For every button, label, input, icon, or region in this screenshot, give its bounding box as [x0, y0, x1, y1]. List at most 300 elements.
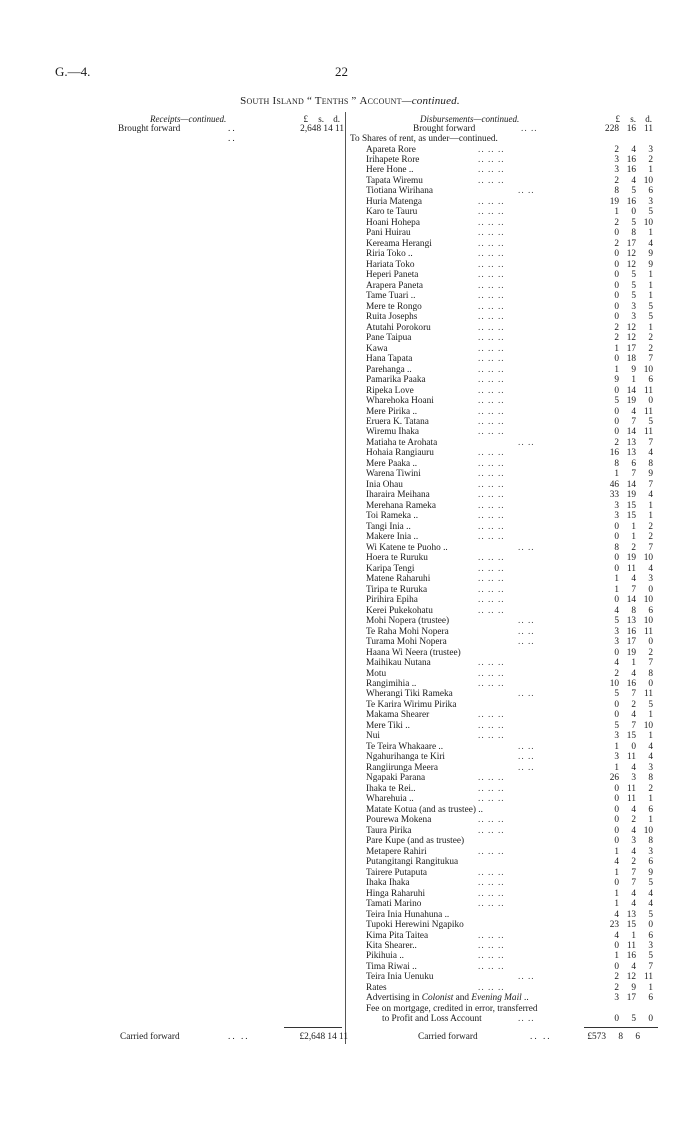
share-row — [366, 805, 666, 816]
payee-name: Wiremu Ihaka — [366, 427, 420, 438]
title-main: South Island “ Tenths ” — [240, 95, 357, 107]
receipts-brought-forward — [118, 124, 237, 144]
share-amount: 1 4 3 — [614, 762, 653, 773]
share-row — [366, 501, 666, 512]
leader-dots: .. .. .. — [478, 154, 505, 165]
share-amount: 2 4 10 — [614, 175, 653, 186]
share-row — [366, 543, 666, 554]
share-row — [366, 312, 666, 323]
share-row — [366, 941, 666, 952]
share-amount: 0 7 5 — [614, 878, 653, 889]
share-amount: 8 5 6 — [614, 186, 653, 197]
share-amount: 0 19 10 — [614, 553, 653, 564]
leader-dots: .. .. .. — [478, 553, 505, 564]
share-amount: 0 1 2 — [614, 532, 653, 543]
share-row — [366, 165, 666, 176]
share-row — [366, 365, 666, 376]
share-row — [366, 910, 666, 921]
disb-cf-dots: .. .. — [530, 1032, 552, 1042]
share-row — [366, 469, 666, 480]
leader-dots: .. .. .. — [478, 961, 505, 972]
share-row — [366, 522, 666, 533]
shares-subheader: To Shares of rent, as under—continued. — [350, 134, 498, 144]
share-row — [366, 962, 666, 973]
leader-dots: .. .. .. — [478, 867, 505, 878]
leader-dots: .. .. .. — [478, 249, 505, 260]
share-row — [366, 438, 666, 449]
share-row — [366, 427, 666, 438]
payee-name: Here Hone .. — [366, 165, 414, 176]
share-row — [366, 480, 666, 491]
fee-amount: 0 5 0 — [614, 1014, 653, 1025]
leader-dots: .. .. .. — [478, 406, 505, 417]
share-row — [366, 742, 666, 753]
share-amount: 3 15 1 — [614, 731, 653, 742]
share-row — [366, 228, 666, 239]
disb-bf-dots: .. .. — [521, 124, 538, 134]
payee-name: Kereama Herangi — [366, 238, 432, 249]
payee-name: Arapera Paneta — [366, 280, 424, 291]
payee-name: Tiripa te Ruruka — [366, 584, 428, 595]
share-row — [366, 585, 666, 596]
share-row — [366, 920, 666, 931]
payee-name: Pamarika Paaka — [366, 375, 426, 386]
share-amount: 26 3 8 — [609, 773, 653, 784]
payee-name: Tangi Inia .. — [366, 521, 411, 532]
leader-dots: .. .. .. — [478, 731, 505, 742]
payee-name: Matate Kotua (and as trustee) .. — [366, 804, 483, 815]
leader-dots: .. .. .. — [478, 574, 505, 585]
share-amount: 4 1 7 — [614, 658, 653, 669]
leader-dots: .. .. .. — [478, 427, 505, 438]
share-row — [366, 721, 666, 732]
disb-bf-amount: 228 16 11 — [605, 124, 653, 134]
share-row — [366, 658, 666, 669]
share-amount: 0 5 1 — [614, 280, 653, 291]
payee-name: Mere Tiki .. — [366, 720, 410, 731]
share-row — [366, 323, 666, 334]
share-row — [366, 239, 666, 250]
payee-name: Kerei Pukekohatu — [366, 605, 433, 616]
column-divider — [345, 112, 346, 1044]
share-row — [366, 155, 666, 166]
receipts-bf-label: Brought forward — [118, 124, 181, 134]
payee-name: Taura Pirika — [366, 825, 412, 836]
payee-name: Metapere Rahiri — [366, 846, 427, 857]
payee-name: Atutahi Porokoru — [366, 322, 431, 333]
leader-dots: .. .. .. — [478, 301, 505, 312]
share-row — [366, 773, 666, 784]
share-amount: 3 16 11 — [614, 626, 653, 637]
share-amount: 1 4 3 — [614, 846, 653, 857]
leader-dots: .. .. .. — [478, 217, 505, 228]
share-amount: 1 0 4 — [614, 741, 653, 752]
share-row — [366, 637, 666, 648]
share-amount: 4 13 5 — [614, 909, 653, 920]
disbursements-header: Disbursements—continued. — [420, 114, 520, 124]
payee-name: Riria Toko .. — [366, 249, 413, 260]
rates-amount: 2 9 1 — [614, 982, 653, 993]
payee-name: Mere Paaka .. — [366, 458, 418, 469]
payee-name: Hohaia Rangiauru — [366, 448, 434, 459]
payee-name: Hoani Hohepa — [366, 217, 420, 228]
payee-name: Haana Wi Neera (trustee) — [366, 647, 461, 658]
payee-name: Hinga Raharuhi — [366, 888, 426, 899]
payee-name: Parehanga .. — [366, 364, 412, 375]
share-amount: 2 12 11 — [614, 972, 653, 983]
payee-name: Nui — [366, 731, 380, 742]
leader-dots: .. .. .. — [478, 794, 505, 805]
share-row — [366, 270, 666, 281]
share-row — [366, 616, 666, 627]
payee-name: Tamati Marino — [366, 899, 422, 910]
rates-label: Rates — [366, 982, 387, 993]
share-row — [366, 511, 666, 522]
leader-dots: .. .. .. — [478, 416, 505, 427]
leader-dots: .. .. .. — [478, 930, 505, 941]
leader-dots: .. .. — [518, 186, 535, 197]
leader-dots: .. .. .. — [478, 375, 505, 386]
share-amount: 0 5 1 — [614, 270, 653, 281]
share-amount: 5 19 0 — [614, 396, 653, 407]
leader-dots: .. .. — [518, 752, 535, 763]
share-amount: 1 0 5 — [614, 207, 653, 218]
share-row — [366, 815, 666, 826]
share-amount: 0 4 11 — [614, 406, 653, 417]
receipts-cf-amount: £2,648 14 11 — [299, 1032, 348, 1042]
receipts-currency-header — [276, 114, 344, 124]
disb-cf-label: Carried forward — [418, 1032, 478, 1042]
share-amount: 8 2 7 — [614, 542, 653, 553]
leader-dots: .. .. .. — [478, 605, 505, 616]
leader-dots: .. .. .. — [478, 364, 505, 375]
share-row — [366, 459, 666, 470]
payee-name: Matene Raharuhi — [366, 574, 431, 585]
leader-dots: .. .. .. — [478, 238, 505, 249]
leader-dots: .. .. .. — [478, 385, 505, 396]
leader-dots: .. .. .. — [478, 532, 505, 543]
leader-dots: .. .. .. — [478, 521, 505, 532]
share-row — [366, 564, 666, 575]
payee-name: Huria Matenga — [366, 196, 423, 207]
share-row — [366, 648, 666, 659]
leader-dots: .. .. .. — [478, 825, 505, 836]
share-amount: 0 4 7 — [614, 961, 653, 972]
share-row — [366, 375, 666, 386]
share-row — [366, 700, 666, 711]
payee-name: Ripeka Love — [366, 385, 414, 396]
payee-name: Te Karira Wirimu Pirika — [366, 699, 457, 710]
payee-name: Ruita Josephs — [366, 312, 418, 323]
share-row — [366, 490, 666, 501]
share-amount: 0 7 5 — [614, 416, 653, 427]
share-amount: 5 7 10 — [614, 720, 653, 731]
receipts-cf-label: Carried forward — [120, 1032, 180, 1042]
share-amount: 4 2 6 — [614, 857, 653, 868]
share-amount: 2 4 3 — [614, 144, 653, 155]
leader-dots: .. .. .. — [478, 175, 505, 186]
leader-dots: .. .. .. — [478, 312, 505, 323]
payee-name: Te Raha Mohi Nopera — [366, 626, 449, 637]
pence-header: d. — [645, 114, 652, 124]
payee-name: Heperi Paneta — [366, 270, 419, 281]
payee-name: Te Teira Whakaare .. — [366, 741, 444, 752]
share-amount: 23 15 0 — [609, 920, 653, 931]
leader-dots: .. .. .. — [478, 354, 505, 365]
share-row — [366, 281, 666, 292]
share-row — [366, 344, 666, 355]
leader-dots: .. .. .. — [478, 773, 505, 784]
share-row — [366, 731, 666, 742]
leader-dots: .. .. — [518, 437, 535, 448]
share-amount: 0 4 1 — [614, 710, 653, 721]
title-account: Account — [359, 95, 402, 107]
payee-name: Ihaka Ihaka — [366, 878, 410, 889]
share-row — [366, 689, 666, 700]
share-amount: 0 3 5 — [614, 301, 653, 312]
leader-dots: .. .. .. — [478, 144, 505, 155]
leader-dots: .. .. — [518, 616, 535, 627]
payee-name: Pourewa Mokena — [366, 815, 432, 826]
share-row — [366, 627, 666, 638]
fee-dots: .. .. — [518, 1014, 535, 1025]
payee-name: Wi Katene te Puoho .. — [366, 542, 448, 553]
share-row — [366, 710, 666, 721]
share-amount: 46 14 7 — [609, 479, 653, 490]
share-amount: 5 7 11 — [614, 689, 653, 700]
payee-name: Motu — [366, 668, 387, 679]
leader-dots: .. .. .. — [478, 878, 505, 889]
leader-dots: .. .. .. — [478, 658, 505, 669]
leader-dots: .. .. .. — [478, 563, 505, 574]
share-amount: 4 8 6 — [614, 605, 653, 616]
leader-dots: .. .. .. — [478, 710, 505, 721]
leader-dots: .. .. — [518, 762, 535, 773]
rates-row — [366, 983, 666, 994]
leader-dots: .. .. .. — [478, 469, 505, 480]
payee-name: Pani Huirau — [366, 228, 411, 239]
leader-dots: .. .. .. — [478, 940, 505, 951]
payee-name: Wharehuia .. — [366, 794, 414, 805]
share-amount: 0 18 7 — [614, 354, 653, 365]
share-amount: 3 17 0 — [614, 637, 653, 648]
receipts-bf-amount: 2,648 14 11 — [300, 124, 344, 134]
pence-header: d. — [333, 114, 340, 124]
share-row — [366, 417, 666, 428]
payee-name: Eruera K. Tatana — [366, 416, 429, 427]
fee-row-line1: Fee on mortgage, credited in error, transferred — [366, 1003, 538, 1014]
share-amount: 0 11 3 — [614, 940, 653, 951]
share-row — [366, 186, 666, 197]
leader-dots: .. .. — [518, 637, 535, 648]
receipts-bf-dots: .. .. — [228, 124, 237, 144]
payee-name: Tame Tuari .. — [366, 291, 416, 302]
share-amount: 1 7 9 — [614, 867, 653, 878]
leader-dots: .. .. — [518, 626, 535, 637]
payee-name: Merehana Rameka — [366, 500, 436, 511]
share-row — [366, 197, 666, 208]
share-row — [366, 218, 666, 229]
shilling-header: s. — [318, 114, 324, 124]
share-amount: 0 2 5 — [614, 699, 653, 710]
share-amount: 3 15 1 — [614, 511, 653, 522]
payee-name: Rangiirunga Meera — [366, 762, 439, 773]
leader-dots: .. .. .. — [478, 396, 505, 407]
leader-dots: .. .. .. — [478, 783, 505, 794]
payee-name: Irihapete Rore — [366, 154, 420, 165]
share-row — [366, 249, 666, 260]
share-amount: 5 13 10 — [614, 616, 653, 627]
leader-dots: .. .. .. — [478, 899, 505, 910]
leader-dots: .. .. .. — [478, 479, 505, 490]
share-amount: 2 12 1 — [614, 322, 653, 333]
share-amount: 0 11 4 — [614, 563, 653, 574]
share-amount: 0 2 1 — [614, 815, 653, 826]
share-amount: 3 16 2 — [614, 154, 653, 165]
share-row — [366, 669, 666, 680]
leader-dots: .. .. .. — [478, 165, 505, 176]
leader-dots: .. .. .. — [478, 511, 505, 522]
page-number: 22 — [335, 64, 348, 79]
leader-dots: .. .. .. — [478, 951, 505, 962]
share-amount: 0 1 2 — [614, 521, 653, 532]
payee-name: Karo te Tauru — [366, 207, 418, 218]
share-amount: 1 4 4 — [614, 888, 653, 899]
share-amount: 1 16 5 — [614, 951, 653, 962]
leader-dots: .. .. .. — [478, 458, 505, 469]
share-row — [366, 857, 666, 868]
payee-name: Tairere Putaputa — [366, 867, 428, 878]
payee-name: Karipa Tengi — [366, 563, 415, 574]
leader-dots: .. .. — [518, 741, 535, 752]
payee-name: Teira Inia Hunahuna .. — [366, 909, 450, 920]
payee-name: Mere Pirika .. — [366, 406, 418, 417]
payee-name: Hoera te Ruruku — [366, 553, 428, 564]
share-row — [366, 354, 666, 365]
disbursements-total-rule — [584, 1027, 658, 1028]
disbursements-carried-forward — [418, 1032, 552, 1042]
share-amount: 0 3 5 — [614, 312, 653, 323]
payee-name: Mere te Rongo — [366, 301, 422, 312]
leader-dots: .. .. .. — [478, 291, 505, 302]
share-row — [366, 878, 666, 889]
pound-header: £ — [615, 114, 620, 124]
payee-name: Makama Shearer — [366, 710, 430, 721]
share-amount: 0 12 9 — [614, 259, 653, 270]
share-amount: 0 19 2 — [614, 647, 653, 658]
share-row — [366, 679, 666, 690]
leader-dots: .. .. .. — [478, 280, 505, 291]
payee-name: Toi Rameka .. — [366, 511, 419, 522]
payee-name: Matiaha te Arohata — [366, 437, 438, 448]
share-amount: 1 4 3 — [614, 574, 653, 585]
payee-name: Maihikau Nutana — [366, 658, 431, 669]
payee-name: Mohi Nopera (trustee) — [366, 616, 450, 627]
share-amount: 1 17 2 — [614, 343, 653, 354]
share-row — [366, 260, 666, 271]
share-row — [366, 826, 666, 837]
share-row — [366, 176, 666, 187]
advertising-label: Advertising in Colonist and Evening Mail .. — [366, 993, 529, 1004]
payee-name: Teira Inia Uenuku — [366, 972, 434, 983]
leader-dots: .. .. .. — [478, 322, 505, 333]
leader-dots: .. .. .. — [478, 678, 505, 689]
share-amount: 8 6 8 — [614, 458, 653, 469]
share-amount: 0 11 2 — [614, 783, 653, 794]
payee-name: Tapata Wiremu — [366, 175, 423, 186]
share-amount: 3 16 1 — [614, 165, 653, 176]
share-row — [366, 972, 666, 983]
share-amount: 1 9 10 — [614, 364, 653, 375]
share-amount: 2 4 8 — [614, 668, 653, 679]
advertising-amount: 3 17 6 — [614, 993, 653, 1004]
payee-name: Tima Riwai .. — [366, 961, 417, 972]
share-row — [366, 207, 666, 218]
fee-label: to Profit and Loss Account — [382, 1014, 482, 1025]
share-row — [366, 145, 666, 156]
share-row — [366, 868, 666, 879]
share-amount: 0 11 1 — [614, 794, 653, 805]
rates-dots: .. .. .. — [478, 982, 505, 993]
page-reference: G.—4. — [55, 64, 91, 79]
payee-name: Rangimihia .. — [366, 678, 417, 689]
payee-name: Pirihira Epiha — [366, 595, 418, 606]
leader-dots: .. .. .. — [478, 846, 505, 857]
payee-name: Ngahurihanga te Kiri — [366, 752, 445, 763]
payee-name: Makere Inia .. — [366, 532, 419, 543]
share-row — [366, 595, 666, 606]
payee-name: Turama Mohi Nopera — [366, 637, 447, 648]
advertising-row — [366, 993, 666, 1004]
share-amount: 33 19 4 — [609, 490, 653, 501]
share-amount: 0 4 10 — [614, 825, 653, 836]
payee-name: Tupoki Herewini Ngapiko — [366, 920, 464, 931]
share-amount: 0 14 10 — [614, 595, 653, 606]
receipts-carried-forward — [120, 1032, 250, 1042]
share-row — [366, 847, 666, 858]
share-row — [366, 386, 666, 397]
share-row — [366, 574, 666, 585]
disb-cf-amount: £573 8 6 — [587, 1032, 640, 1042]
receipts-cf-dots: .. .. — [228, 1032, 250, 1042]
leader-dots: .. .. — [518, 542, 535, 553]
payee-name: Tiotiana Wirihana — [366, 186, 434, 197]
disbursements-brought-forward — [413, 124, 663, 135]
disbursements-column — [350, 0, 666, 1140]
share-amount: 16 13 4 — [609, 448, 653, 459]
payee-name: Wharehoka Hoani — [366, 396, 434, 407]
payee-name: Wherangi Tiki Rameka — [366, 689, 453, 700]
leader-dots: .. .. .. — [478, 815, 505, 826]
share-amount: 9 1 6 — [614, 375, 653, 386]
payee-name: Hana Tapata — [366, 354, 413, 365]
share-amount: 2 17 4 — [614, 238, 653, 249]
leader-dots: .. .. .. — [478, 668, 505, 679]
leader-dots: .. .. .. — [478, 720, 505, 731]
share-amount: 2 12 2 — [614, 333, 653, 344]
leader-dots: .. .. .. — [478, 259, 505, 270]
leader-dots: .. .. .. — [478, 333, 505, 344]
payee-name: Pare Kupe (and as trustee) — [366, 836, 465, 847]
share-amount: 10 16 0 — [609, 678, 653, 689]
payee-name: Kita Shearer.. — [366, 940, 417, 951]
share-row — [366, 396, 666, 407]
payee-name: Ihaka te Rei.. — [366, 783, 416, 794]
share-row — [366, 836, 666, 847]
share-row — [366, 784, 666, 795]
share-amount: 1 7 9 — [614, 469, 653, 480]
share-row — [366, 606, 666, 617]
